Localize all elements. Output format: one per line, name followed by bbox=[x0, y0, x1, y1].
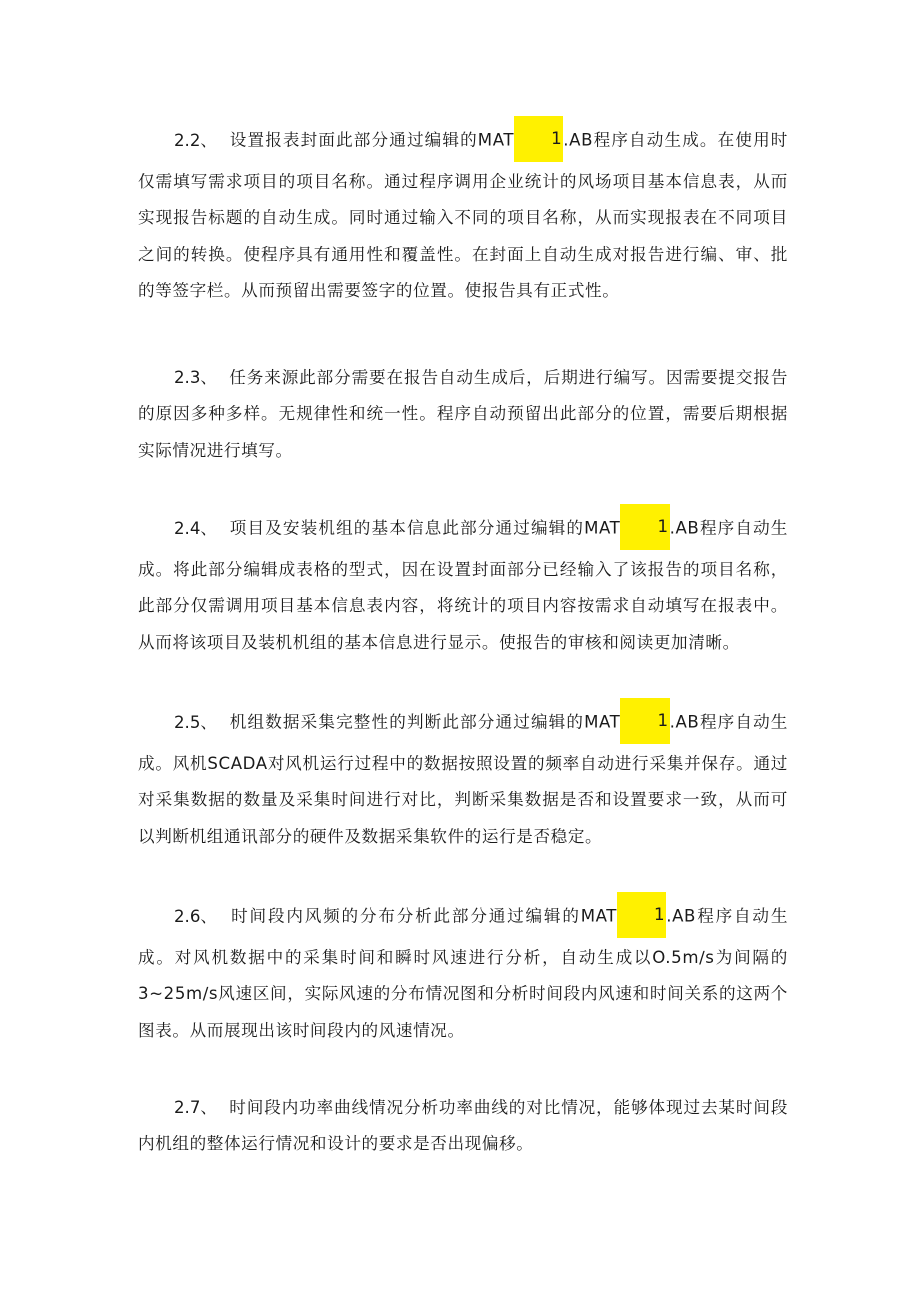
highlighted-text: 1 bbox=[617, 892, 666, 938]
paragraph-number: 2.2、 bbox=[174, 130, 217, 150]
paragraph-number: 2.3、 bbox=[174, 368, 217, 387]
highlighted-text: 1 bbox=[514, 116, 563, 162]
paragraph-2-4 bbox=[138, 506, 788, 661]
paragraph-text-after: .AB程序自动生成。将此部分编辑成表格的型式，因在设置封面部分已经输入了该报告的项目名称，此部分仅需调用项目基本信息表内容，将统计的项目内容按需求自动填写在报表中。从而将该项目及装机机组的基本信息进行显示。使报告的审核和阅读更加清晰。 bbox=[138, 518, 789, 652]
paragraph-2-7 bbox=[138, 1090, 788, 1163]
paragraph-text-after: .AB程序自动生成。风机SCADA对风机运行过程中的数据按照设置的频率自动进行采集并保存。通过对采集数据的数量及采集时间进行对比，判断采集数据是否和设置要求一致，从而可以判断机组通讯部分的硬件及数据采集软件的运行是否稳定。 bbox=[138, 712, 789, 846]
paragraph-text-before: 时间段内风频的分布分析此部分通过编辑的MAT bbox=[231, 906, 618, 926]
paragraph-text-after: .AB程序自动生成。对风机数据中的采集时间和瞬时风速进行分析，自动生成以O.5m∕s为间隔的3~25m∕s风速区间，实际风速的分布情况图和分析时间段内风速和时间关系的这两个图表。从而展现出该时间段内的风速情况。 bbox=[138, 906, 789, 1040]
paragraph-text-before: 设置报表封面此部分通过编辑的MAT bbox=[229, 130, 515, 150]
paragraph-2-5 bbox=[138, 700, 788, 855]
paragraph-text: 时间段内功率曲线情况分析功率曲线的对比情况，能够体现过去某时间段内机组的整体运行情况和设计的要求是否出现偏移。 bbox=[138, 1098, 789, 1154]
paragraph-text-before: 项目及安装机组的基本信息此部分通过编辑的MAT bbox=[229, 518, 621, 538]
paragraph-number: 2.4、 bbox=[174, 518, 217, 538]
paragraph-number: 2.5、 bbox=[174, 712, 217, 732]
paragraph-2-6 bbox=[138, 894, 788, 1049]
highlighted-text: 1 bbox=[620, 698, 669, 744]
paragraph-text-before: 机组数据采集完整性的判断此部分通过编辑的MAT bbox=[229, 712, 621, 732]
paragraph-2-2 bbox=[138, 118, 788, 310]
paragraph-number: 2.7、 bbox=[174, 1098, 217, 1117]
highlighted-text: 1 bbox=[620, 504, 669, 550]
paragraph-number: 2.6、 bbox=[174, 906, 217, 926]
paragraph-2-3 bbox=[138, 360, 788, 469]
paragraph-text-after: .AB程序自动生成。在使用时仅需填写需求项目的项目名称。通过程序调用企业统计的风场项目基本信息表，从而实现报告标题的自动生成。同时通过输入不同的项目名称，从而实现报表在不同项目之间的转换。使程序具有通用性和覆盖性。在封面上自动生成对报告进行编、审、批的等签字栏。从而预留出需要签字的位置。使报告具有正式性。 bbox=[138, 130, 788, 301]
paragraph-text: 任务来源此部分需要在报告自动生成后，后期进行编写。因需要提交报告的原因多种多样。无规律性和统一性。程序自动预留出此部分的位置，需要后期根据实际情况进行填写。 bbox=[138, 368, 789, 460]
